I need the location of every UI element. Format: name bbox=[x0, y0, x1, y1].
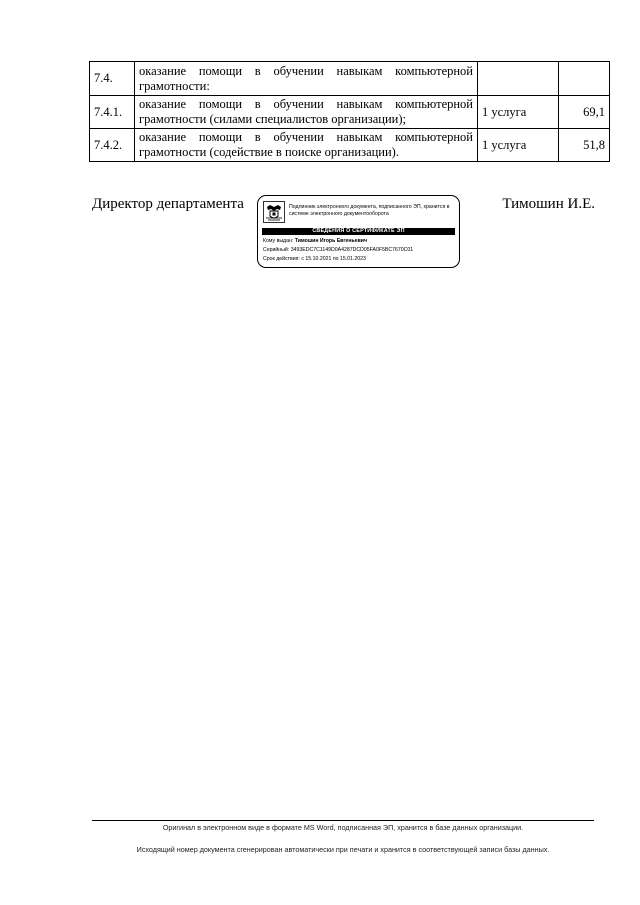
item-description: оказание помощи в обучении навыкам компьютерной грамотности (силами специалистов организации); bbox=[135, 96, 478, 129]
footer-note-number: Исходящий номер документа сгенерирован автоматически при печати и хранится в соответствующей записи базы данных. bbox=[136, 845, 550, 854]
item-number: 7.4.1. bbox=[90, 96, 135, 129]
coat-of-arms-icon bbox=[263, 201, 285, 223]
item-price: 51,8 bbox=[559, 129, 610, 162]
item-unit bbox=[478, 62, 559, 96]
item-description: оказание помощи в обучении навыкам компьютерной грамотности: bbox=[135, 62, 478, 96]
stamp-banner: СВЕДЕНИЯ О СЕРТИФИКАТЕ ЭП bbox=[262, 228, 455, 235]
signer-name: Тимошин И.Е. bbox=[502, 196, 595, 212]
stamp-owner bbox=[263, 238, 367, 245]
services-table bbox=[89, 61, 610, 162]
item-price bbox=[559, 62, 610, 96]
stamp-validity bbox=[263, 256, 366, 263]
footer-divider bbox=[92, 820, 594, 821]
stamp-owner-value: Тимошин Игорь Евгеньевич bbox=[294, 238, 367, 244]
table-row bbox=[90, 129, 610, 162]
stamp-validity-value: с 15.10.2021 по 15.01.2023 bbox=[301, 256, 366, 262]
stamp-serial-label: Серийный: bbox=[263, 247, 290, 253]
item-number: 7.4. bbox=[90, 62, 135, 96]
item-unit: 1 услуга bbox=[478, 96, 559, 129]
item-price: 69,1 bbox=[559, 96, 610, 129]
digital-signature-stamp bbox=[257, 195, 460, 268]
item-number: 7.4.2. bbox=[90, 129, 135, 162]
stamp-owner-label: Кому выдан: bbox=[263, 238, 294, 244]
signer-position: Директор департамента bbox=[92, 196, 244, 212]
stamp-serial bbox=[263, 247, 413, 254]
table-row bbox=[90, 62, 610, 96]
stamp-serial-value: 3493EDC7C1149D0A4287DCD05FA0F5BC7670C01 bbox=[290, 247, 414, 253]
stamp-validity-label: Срок действия: bbox=[263, 256, 300, 262]
footer-note-original: Оригинал в электронном виде в формате MS Word, подписанная ЭП, хранится в базе данных организации. bbox=[162, 823, 524, 832]
item-unit: 1 услуга bbox=[478, 129, 559, 162]
table-row bbox=[90, 96, 610, 129]
item-description: оказание помощи в обучении навыкам компьютерной грамотности (содействие в поиске организации). bbox=[135, 129, 478, 162]
stamp-intro: Подлинник электронного документа, подписанного ЭП, хранится в системе электронного документооборота bbox=[289, 204, 450, 217]
